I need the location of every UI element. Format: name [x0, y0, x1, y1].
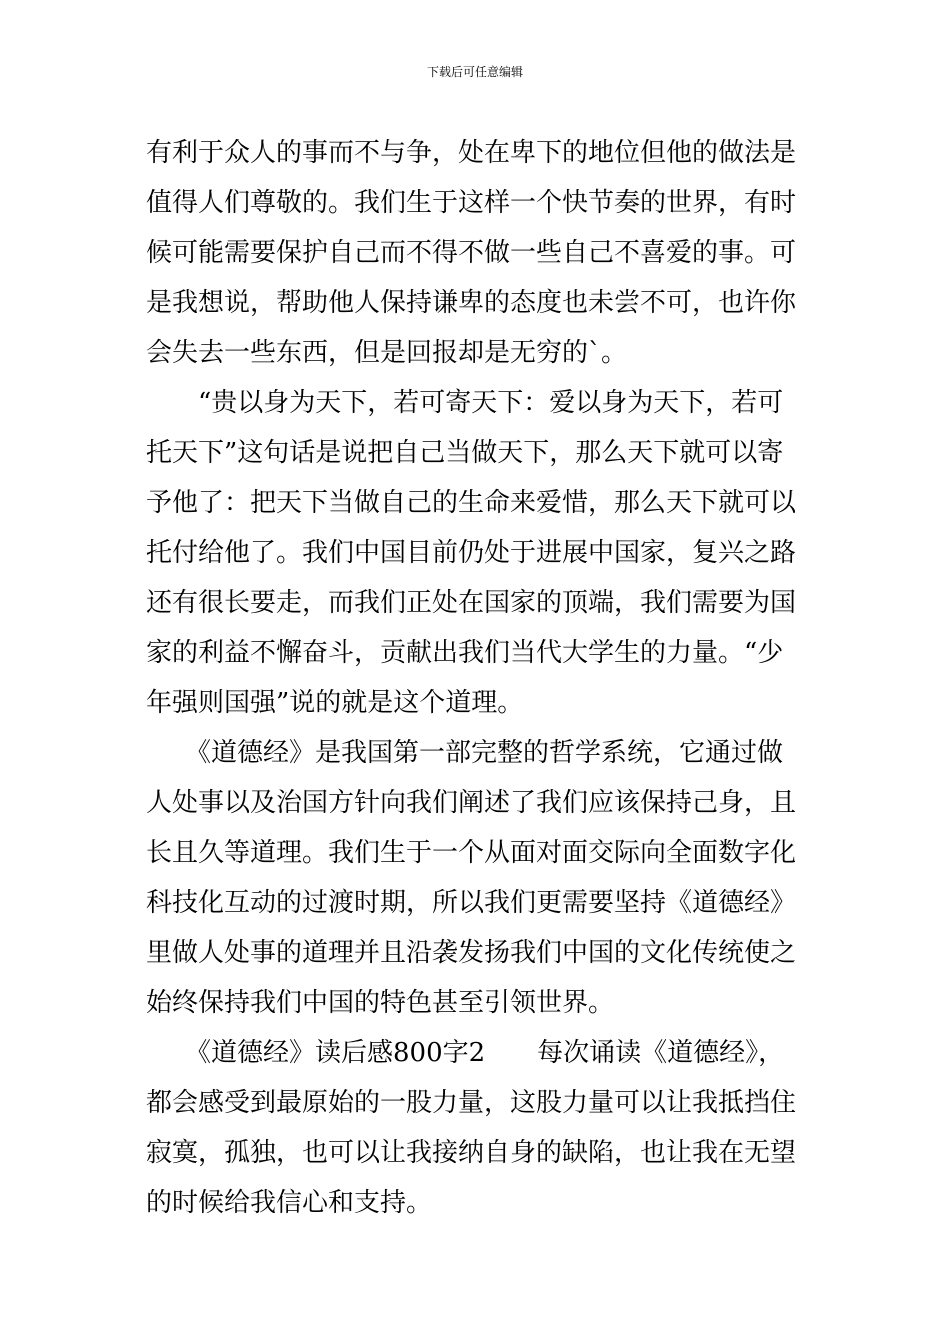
text-line: 候可能需要保护自己而不得不做一些自己不喜爱的事。可: [146, 238, 797, 268]
text-line: “贵以身为天下，若可寄天下：爱以身为天下，若可: [146, 388, 784, 418]
text-line: 予他了：把天下当做自己的生命来爱惜，那么天下就可以: [146, 488, 797, 518]
text-line: 都会感受到最原始的一股力量，这股力量可以让我抵挡住: [146, 1088, 797, 1118]
text-line: 家的利益不懈奋斗，贡献出我们当代大学生的力量。“少: [146, 638, 784, 668]
document-body: [146, 128, 810, 1228]
text-line: 长且久等道理。我们生于一个从面对面交际向全面数字化: [146, 838, 797, 868]
text-line: 人处事以及治国方针向我们阐述了我们应该保持己身，且: [146, 788, 797, 818]
text-line: 科技化互动的过渡时期，所以我们更需要坚持《道德经》: [146, 888, 797, 918]
text-line: 年强则国强”说的就是这个道理。: [146, 688, 524, 718]
text-line: 值得人们尊敬的。我们生于这样一个快节奏的世界，有时: [146, 188, 797, 218]
text-line: 托天下”这句话是说把自己当做天下，那么天下就可以寄: [146, 438, 784, 468]
text-line: 《道德经》是我国第一部完整的哲学系统，它通过做: [146, 738, 784, 768]
text-line: 寂寞，孤独，也可以让我接纳自身的缺陷，也让我在无望: [146, 1138, 797, 1168]
text-line: 里做人处事的道理并且沿袭发扬我们中国的文化传统使之: [146, 938, 797, 968]
text-line: 有利于众人的事而不与争，处在卑下的地位但他的做法是: [146, 138, 797, 168]
text-line: 始终保持我们中国的特色甚至引领世界。: [146, 988, 615, 1018]
text-line: 托付给他了。我们中国目前仍处于进展中国家，复兴之路: [146, 538, 797, 568]
text-line: 会失去一些东西，但是回报却是无穷的`。: [146, 338, 628, 368]
page-header: 下载后可任意编辑: [426, 65, 523, 79]
text-line: 还有很长要走，而我们正处在国家的顶端，我们需要为国: [146, 588, 797, 618]
text-line: 是我想说，帮助他人保持谦卑的态度也未尝不可，也许你: [146, 288, 797, 318]
text-line: 的时候给我信心和支持。: [146, 1188, 433, 1218]
text-line: 《道德经》读后感800字2 每次诵读《道德经》，: [146, 1038, 785, 1068]
